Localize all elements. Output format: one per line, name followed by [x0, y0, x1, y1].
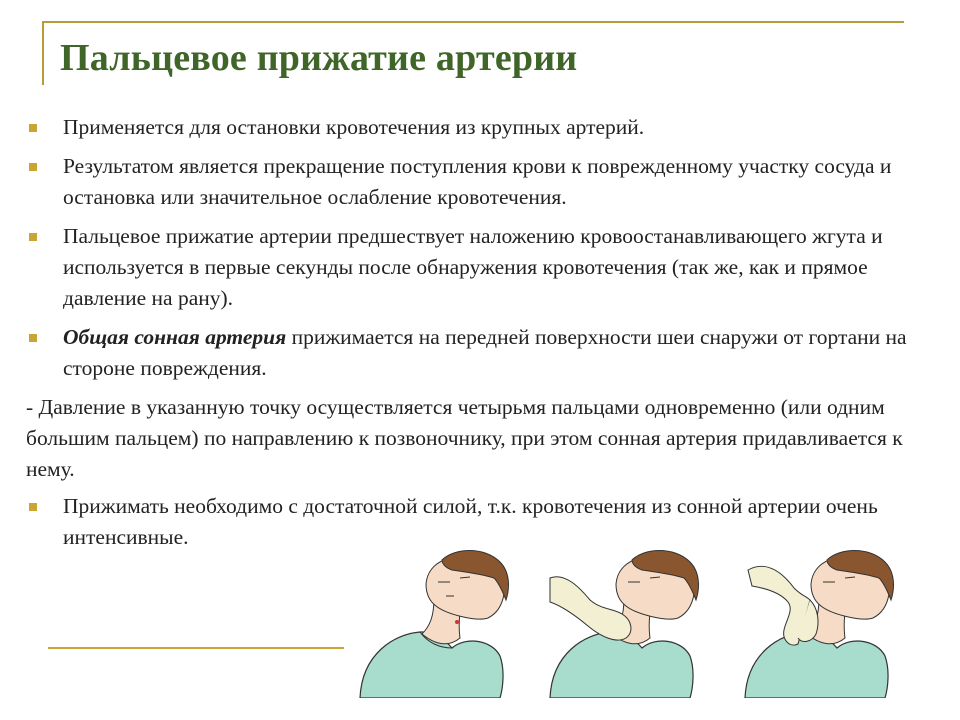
bullet-text: Пальцевое прижатие артерии предшествует наложению кровоостанавливающего жгута и используется в первые секунды после обнаружения кровотечения (так же, как и прямое давление на рану). — [63, 224, 883, 310]
bullet-text: Результатом является прекращение поступления крови к поврежденному участку сосуда и остановка или значительное ослабление кровотечения. — [63, 154, 892, 209]
bullet-item — [26, 322, 916, 384]
bullet-marker — [29, 503, 37, 511]
bullet-text: прижимается на передней поверхности шеи снаружи от гортани на стороне повреждения. — [63, 325, 907, 380]
slide-content — [26, 112, 916, 561]
bullet-marker — [29, 233, 37, 241]
footer-line — [48, 647, 344, 649]
illustration-panel-3 — [745, 551, 893, 699]
bullet-marker — [29, 334, 37, 342]
bullet-text: Применяется для остановки кровотечения из крупных артерий. — [63, 115, 645, 139]
slide-title: Пальцевое прижатие артерии — [60, 37, 578, 79]
bullet-item — [26, 491, 916, 553]
bullet-item — [26, 151, 916, 213]
carotid-compression-illustration — [350, 548, 910, 698]
illustration-panel-1 — [360, 551, 508, 699]
illustration-panel-2 — [550, 551, 698, 699]
frame-left-line — [42, 21, 44, 85]
bullet-text: Прижимать необходимо с достаточной силой, т.к. кровотечения из сонной артерии очень интенсивные. — [63, 494, 878, 549]
bullet-item — [26, 112, 916, 143]
frame-top-line — [42, 21, 904, 23]
plain-paragraph: - Давление в указанную точку осуществляется четырьмя пальцами одновременно (или одним большим пальцем) по направлению к позвоночнику, при этом сонная артерия придавливается к нему. — [26, 395, 903, 481]
bullet-emphasis: Общая сонная артерия — [63, 325, 287, 349]
bullet-marker — [29, 124, 37, 132]
bullet-item — [26, 221, 916, 314]
bullet-marker — [29, 163, 37, 171]
